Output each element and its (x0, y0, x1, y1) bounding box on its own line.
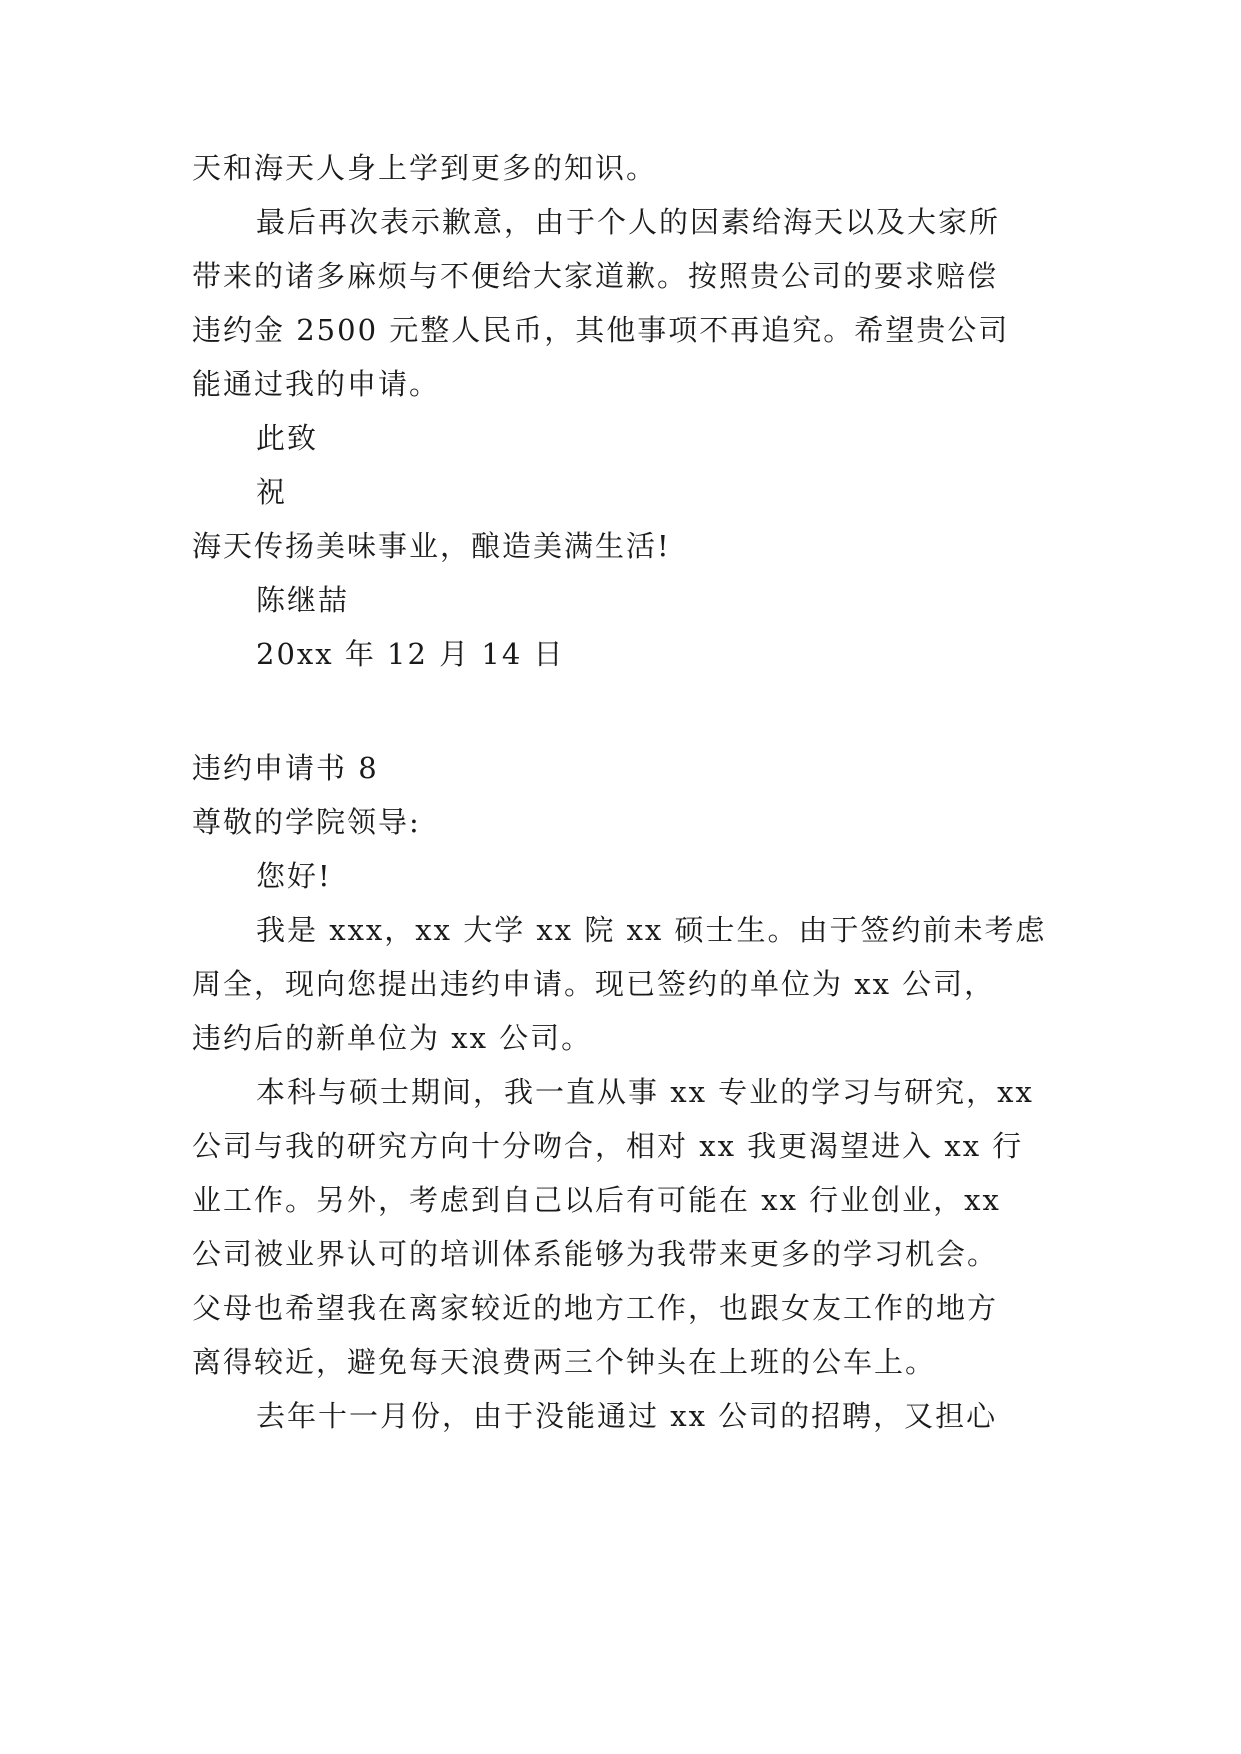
letter-date: 20xx 年 12 月 14 日 (256, 637, 565, 671)
greeting: 您好! (256, 859, 332, 893)
salutation: 尊敬的学院领导: (192, 805, 421, 839)
para2-line-5: 父母也希望我在离家较近的地方工作，也跟女友工作的地方 (192, 1291, 999, 1325)
apology-line-4: 能通过我的申请。 (192, 367, 441, 401)
closing-wish: 祝 (256, 475, 288, 509)
para2-line-4: 公司被业界认可的培训体系能够为我带来更多的学习机会。 (192, 1237, 999, 1271)
closing-regards: 此致 (256, 421, 319, 455)
apology-line-1: 最后再次表示歉意，由于个人的因素给海天以及大家所 (256, 205, 1001, 239)
para2-line-1: 本科与硕士期间，我一直从事 xx 专业的学习与研究，xx (256, 1075, 1034, 1109)
para1-line-1: 我是 xxx，xx 大学 xx 院 xx 硕士生。由于签约前未考虑 (256, 913, 1047, 947)
apology-line-2: 带来的诸多麻烦与不便给大家道歉。按照贵公司的要求赔偿 (192, 259, 999, 293)
section-title: 违约申请书 8 (192, 751, 379, 785)
para2-line-3: 业工作。另外，考虑到自己以后有可能在 xx 行业创业，xx (192, 1183, 1001, 1217)
signature: 陈继喆 (256, 583, 350, 617)
para1-line-3: 违约后的新单位为 xx 公司。 (192, 1021, 593, 1055)
para2-line-2: 公司与我的研究方向十分吻合，相对 xx 我更渴望进入 xx 行 (192, 1129, 1024, 1163)
para3-line-1: 去年十一月份，由于没能通过 xx 公司的招聘，又担心 (256, 1399, 998, 1433)
apology-line-3: 违约金 2500 元整人民币，其他事项不再追究。希望贵公司 (192, 313, 1010, 347)
company-slogan: 海天传扬美味事业，酿造美满生活! (192, 529, 671, 563)
para2-line-6: 离得较近，避免每天浪费两三个钟头在上班的公车上。 (192, 1345, 937, 1379)
paragraph-tail: 天和海天人身上学到更多的知识。 (192, 151, 658, 185)
para1-line-2: 周全，现向您提出违约申请。现已签约的单位为 xx 公司， (192, 967, 996, 1001)
